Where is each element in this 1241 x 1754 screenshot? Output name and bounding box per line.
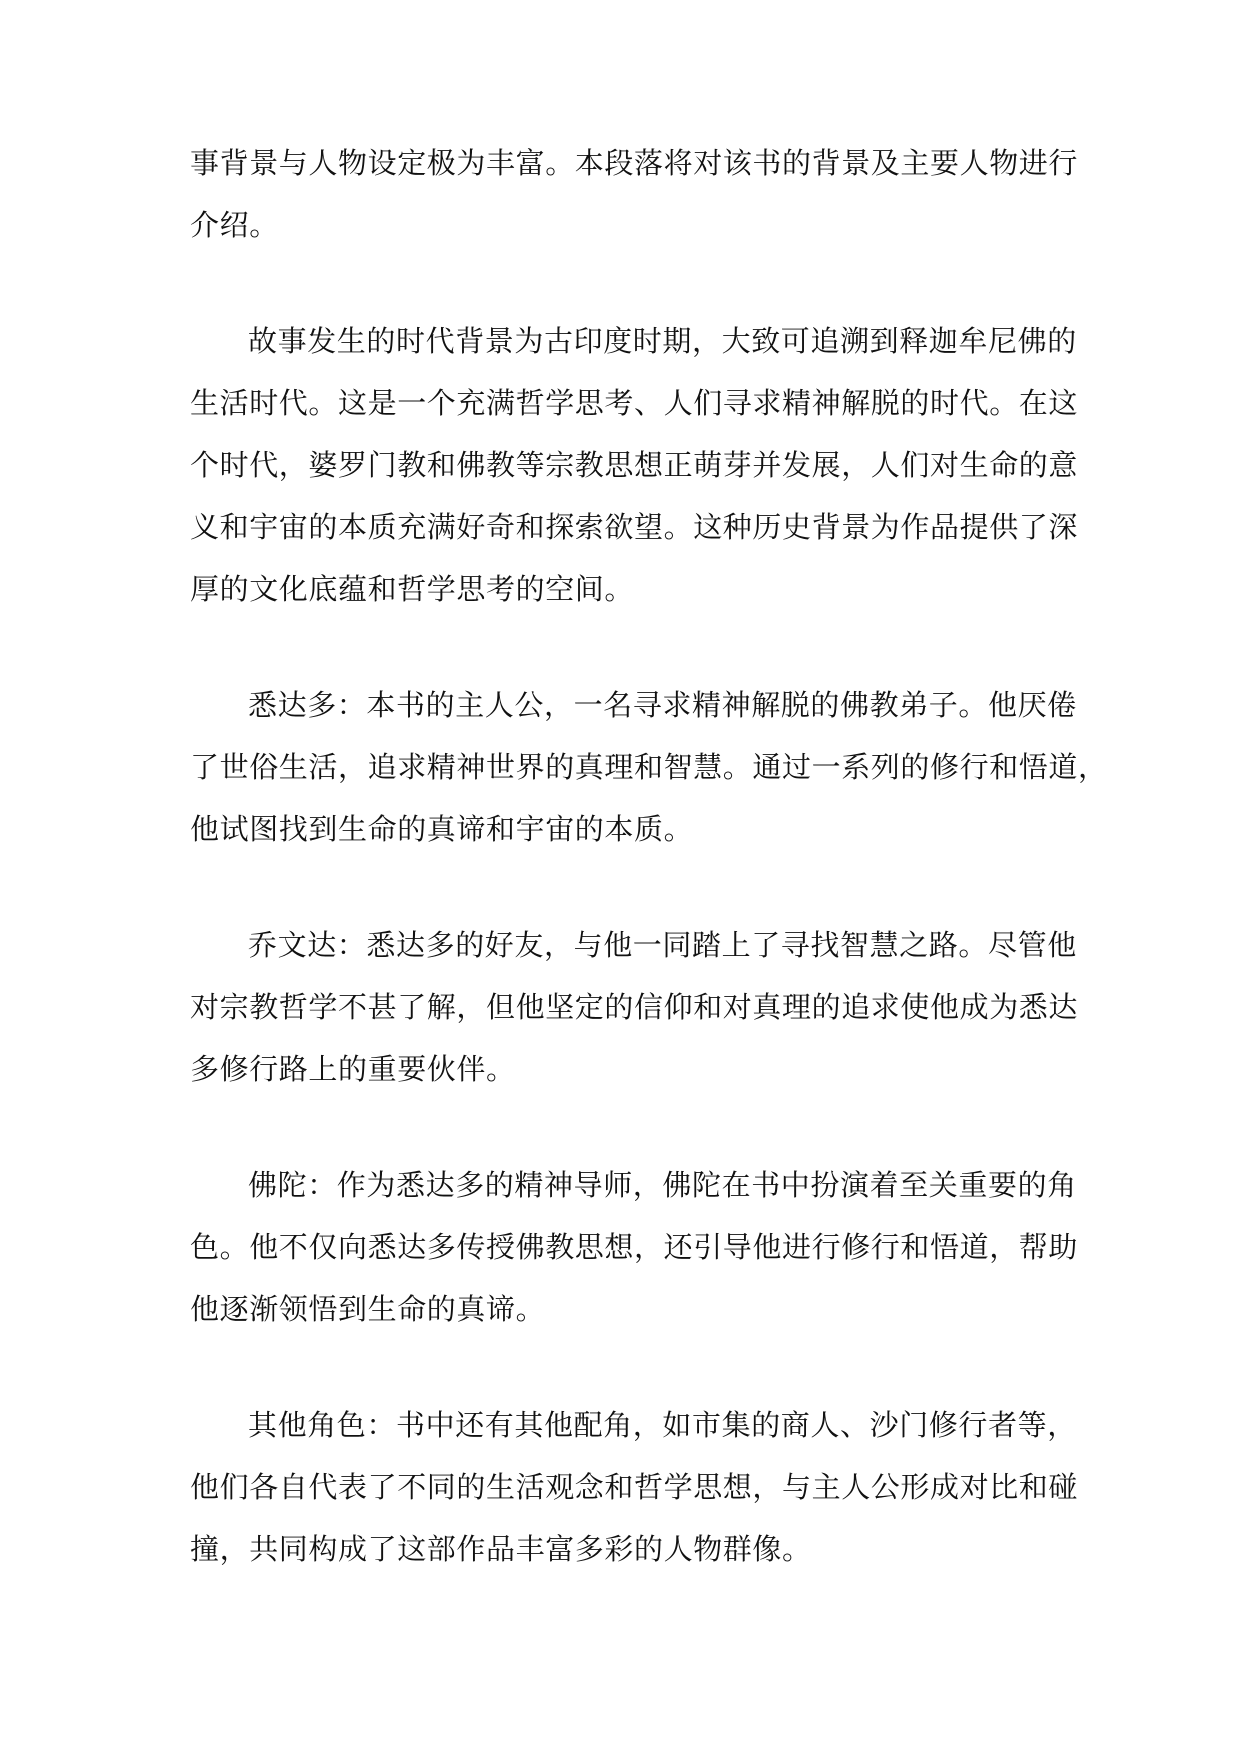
paragraph-other-characters (190, 1394, 1079, 1580)
text-line: 多修行路上的重要伙伴。 (190, 1052, 516, 1086)
paragraph-siddhartha (190, 674, 1108, 860)
text-line: 生活时代。这是一个充满哲学思考、人们寻求精神解脱的时代。在这 (190, 386, 1079, 420)
text-line: 他试图找到生命的真谛和宇宙的本质。 (190, 812, 694, 846)
text-line: 其他角色：书中还有其他配角，如市集的商人、沙门修行者等， (248, 1408, 1077, 1442)
text-line: 事背景与人物设定极为丰富。本段落将对该书的背景及主要人物进行 (190, 146, 1079, 180)
text-line: 对宗教哲学不甚了解，但他坚定的信仰和对真理的追求使他成为悉达 (190, 990, 1079, 1024)
text-line: 个时代，婆罗门教和佛教等宗教思想正萌芽并发展，人们对生命的意 (190, 448, 1079, 482)
text-line: 悉达多：本书的主人公，一名寻求精神解脱的佛教弟子。他厌倦 (248, 688, 1077, 722)
text-line: 他逐渐领悟到生命的真谛。 (190, 1292, 546, 1326)
text-line: 乔文达：悉达多的好友，与他一同踏上了寻找智慧之路。尽管他 (248, 928, 1077, 962)
document-body (190, 132, 1108, 1580)
text-line: 义和宇宙的本质充满好奇和探索欲望。这种历史背景为作品提供了深 (190, 510, 1079, 544)
text-line: 了世俗生活，追求精神世界的真理和智慧。通过一系列的修行和悟道， (190, 750, 1108, 784)
paragraph-buddha (190, 1154, 1079, 1340)
text-line: 色。他不仅向悉达多传授佛教思想，还引导他进行修行和悟道，帮助 (190, 1230, 1079, 1264)
text-line: 他们各自代表了不同的生活观念和哲学思想，与主人公形成对比和碰 (190, 1470, 1079, 1504)
paragraph-intro-continuation (190, 132, 1079, 256)
text-line: 故事发生的时代背景为古印度时期，大致可追溯到释迦牟尼佛的 (248, 324, 1077, 358)
text-line: 佛陀：作为悉达多的精神导师，佛陀在书中扮演着至关重要的角 (248, 1168, 1077, 1202)
text-line: 厚的文化底蕴和哲学思考的空间。 (190, 572, 635, 606)
paragraph-historical-background (190, 310, 1079, 620)
text-line: 撞，共同构成了这部作品丰富多彩的人物群像。 (190, 1532, 812, 1566)
paragraph-govinda (190, 914, 1079, 1100)
text-line: 介绍。 (190, 208, 279, 242)
